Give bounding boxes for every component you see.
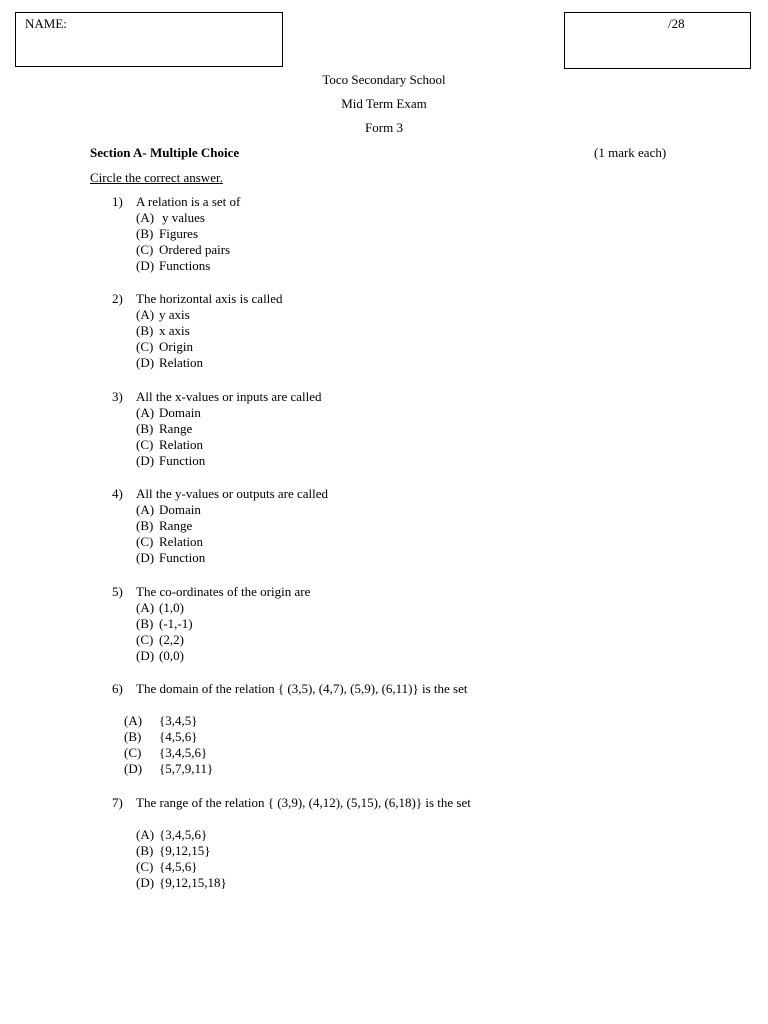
option-text: y values <box>162 210 205 225</box>
option-text: (2,2) <box>159 632 184 647</box>
option-label: (D) <box>124 761 143 776</box>
option-text: Relation <box>159 534 204 549</box>
question-number: 7) <box>112 795 123 810</box>
score-total: /28 <box>668 16 685 31</box>
option-text: {4,5,6} <box>159 859 198 874</box>
option-label: (C) <box>136 534 154 549</box>
option-text: (1,0) <box>159 600 184 615</box>
option-text: Function <box>159 453 206 468</box>
option-label: (A) <box>136 827 155 842</box>
question-text: The horizontal axis is called <box>136 291 283 306</box>
option-text: {4,5,6} <box>159 729 198 744</box>
school-name: Toco Secondary School <box>322 72 446 87</box>
option-label: (A) <box>136 210 155 225</box>
section-marks: (1 mark each) <box>594 145 667 160</box>
option-label: (B) <box>136 518 154 533</box>
option-label: (C) <box>136 632 154 647</box>
question-text: All the y-values or outputs are called <box>136 486 329 501</box>
option-label: (A) <box>136 502 155 517</box>
option-label: (A) <box>124 713 143 728</box>
option-label: (B) <box>136 616 154 631</box>
exam-title: Mid Term Exam <box>341 96 427 111</box>
option-label: (D) <box>136 355 155 370</box>
option-label: (C) <box>136 859 154 874</box>
option-label: (B) <box>136 226 154 241</box>
option-label: (D) <box>136 453 155 468</box>
question-number: 2) <box>112 291 123 306</box>
option-text: {5,7,9,11} <box>159 761 214 776</box>
option-label: (A) <box>136 307 155 322</box>
option-text: {9,12,15} <box>159 843 211 858</box>
option-text: Ordered pairs <box>159 242 231 257</box>
option-text: Functions <box>159 258 211 273</box>
question-text: A relation is a set of <box>136 194 241 209</box>
option-text: Range <box>159 518 193 533</box>
question-text: The range of the relation { (3,9), (4,12), (5,15), (6,18)} is the set <box>136 795 471 810</box>
question-text: The co-ordinates of the origin are <box>136 584 311 599</box>
question-number: 3) <box>112 389 123 404</box>
option-label: (B) <box>136 323 154 338</box>
option-label: (B) <box>136 421 154 436</box>
option-text: {3,4,5,6} <box>159 827 208 842</box>
option-label: (B) <box>136 843 154 858</box>
question-text: All the x-values or inputs are called <box>136 389 322 404</box>
section-title: Section A- Multiple Choice <box>90 145 240 160</box>
option-text: y axis <box>159 307 190 322</box>
question-number: 1) <box>112 194 123 209</box>
option-text: Range <box>159 421 193 436</box>
section-instruction: Circle the correct answer. <box>90 170 223 185</box>
score-box <box>564 12 751 69</box>
option-label: (C) <box>124 745 142 760</box>
name-label: NAME: <box>25 16 67 31</box>
option-label: (D) <box>136 648 155 663</box>
option-text: {3,4,5} <box>159 713 198 728</box>
option-text: Relation <box>159 355 204 370</box>
option-label: (D) <box>136 875 155 890</box>
option-text: Relation <box>159 437 204 452</box>
option-label: (D) <box>136 258 155 273</box>
option-label: (A) <box>136 405 155 420</box>
option-text: Function <box>159 550 206 565</box>
option-label: (D) <box>136 550 155 565</box>
name-field[interactable] <box>15 12 283 67</box>
option-label: (C) <box>136 437 154 452</box>
question-text: The domain of the relation { (3,5), (4,7), (5,9), (6,11)} is the set <box>136 681 468 696</box>
question-number: 6) <box>112 681 123 696</box>
option-text: (-1,-1) <box>159 616 193 631</box>
option-text: Domain <box>159 502 201 517</box>
option-text: (0,0) <box>159 648 184 663</box>
option-text: {3,4,5,6} <box>159 745 208 760</box>
option-text: Domain <box>159 405 201 420</box>
option-text: Origin <box>159 339 193 354</box>
option-label: (C) <box>136 339 154 354</box>
option-label: (C) <box>136 242 154 257</box>
option-label: (A) <box>136 600 155 615</box>
question-number: 5) <box>112 584 123 599</box>
question-number: 4) <box>112 486 123 501</box>
form-level: Form 3 <box>365 120 403 135</box>
option-text: Figures <box>159 226 198 241</box>
option-text: x axis <box>159 323 190 338</box>
option-label: (B) <box>124 729 142 744</box>
option-text: {9,12,15,18} <box>159 875 227 890</box>
